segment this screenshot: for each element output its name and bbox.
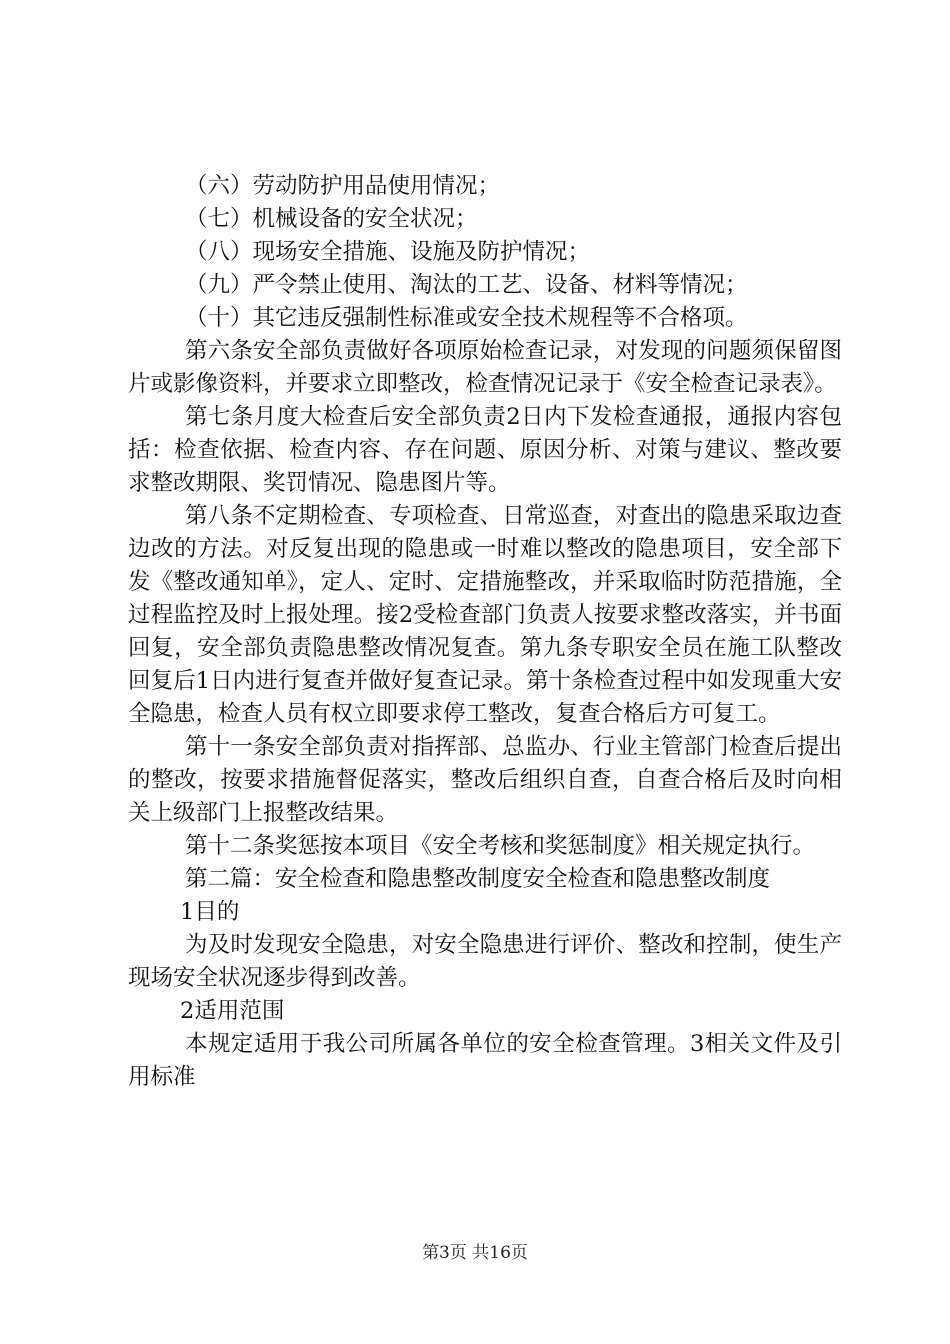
paragraph-item-7: （七）机械设备的安全状况；	[185, 206, 478, 232]
section-heading-scope: 2适用范围	[180, 998, 285, 1024]
paragraph-scope: 本规定适用于我公司所属各单位的安全检查管理。3相关文件及引用标准	[128, 1031, 842, 1090]
paragraph-item-6: （六）劳动防护用品使用情况；	[185, 173, 501, 199]
paragraph-item-9: （九）严令禁止使用、淘汰的工艺、设备、材料等情况；	[185, 272, 748, 298]
paragraph-article-7: 第七条月度大检查后安全部负责2日内下发检查通报，通报内容包括：检查依据、检查内容、存在问题、原因分析、对策与建议、整改要求整改期限、奖罚情况、隐患图片等。	[128, 404, 842, 496]
paragraph-item-10: （十）其它违反强制性标准或安全技术规程等不合格项。	[185, 305, 748, 331]
paragraph-purpose: 为及时发现安全隐患，对安全隐患进行评价、整改和控制，使生产现场安全状况逐步得到改善。	[128, 932, 842, 991]
document-body	[128, 170, 842, 1094]
page-footer: 第3页 共16页	[422, 1243, 528, 1263]
section-heading-purpose: 1目的	[180, 899, 240, 925]
paragraph-part-two-title: 第二篇：安全检查和隐患整改制度安全检查和隐患整改制度	[185, 866, 771, 892]
paragraph-article-11: 第十一条安全部负责对指挥部、总监办、行业主管部门检查后提出的整改，按要求措施督促落实，整改后组织自查，自查合格后及时向相关上级部门上报整改结果。	[128, 734, 842, 826]
paragraph-item-8: （八）现场安全措施、设施及防护情况；	[185, 239, 591, 265]
paragraph-article-8: 第八条不定期检查、专项检查、日常巡查，对查出的隐患采取边查边改的方法。对反复出现的隐患或一时难以整改的隐患项目，安全部下发《整改通知单》，定人、定时、定措施整改，并采取临时防范措施，全过程监控及时上报处理。接2受检查部门负责人按要求整改落实，并书面回复，安全部负责隐患整改情况复查。第九条专职安全员在施工队整改回复后1日内进行复查并做好复查记录。第十条检查过程中如发现重大安全隐患，检查人员有权立即要求停工整改，复查合格后方可复工。	[128, 503, 842, 727]
paragraph-article-6: 第六条安全部负责做好各项原始检查记录，对发现的问题须保留图片或影像资料，并要求立即整改，检查情况记录于《安全检查记录表》。	[128, 338, 842, 397]
paragraph-article-12: 第十二条奖惩按本项目《安全考核和奖惩制度》相关规定执行。	[185, 833, 816, 859]
